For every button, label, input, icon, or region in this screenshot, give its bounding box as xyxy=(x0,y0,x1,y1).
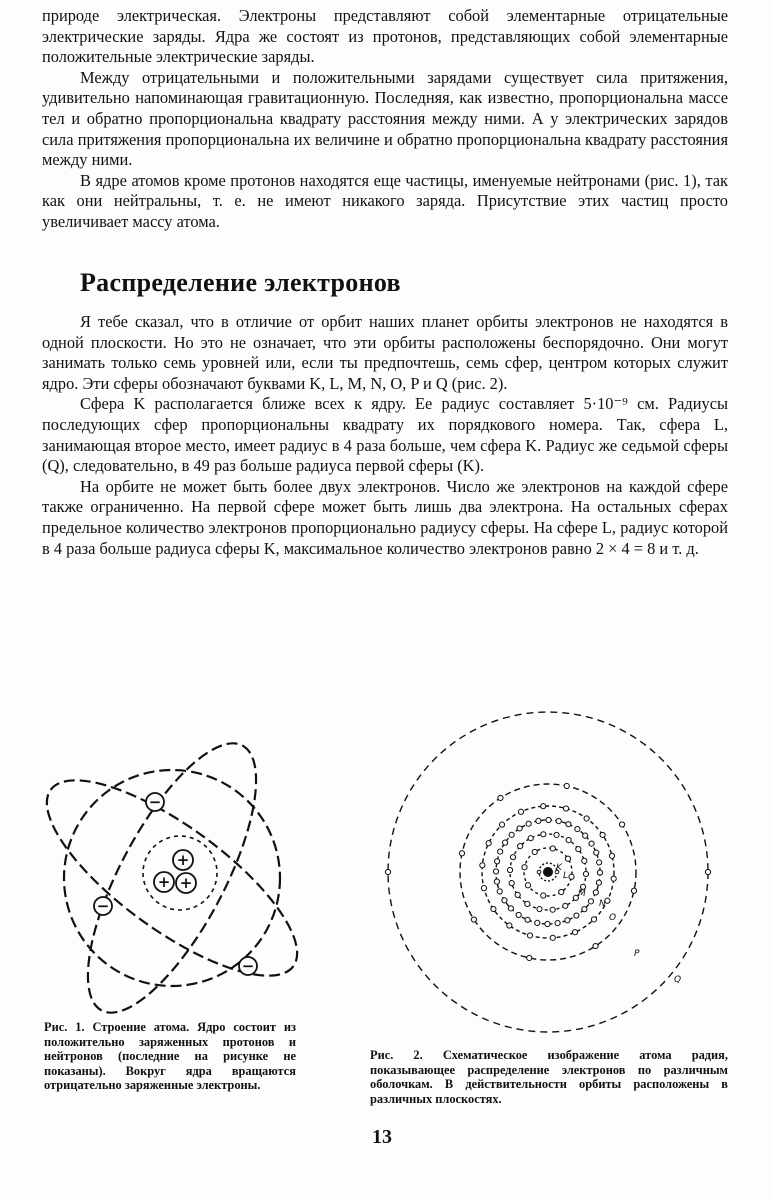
electron-dot xyxy=(486,841,491,846)
section-text xyxy=(42,312,728,559)
electron-dot xyxy=(582,858,587,863)
electron-dot xyxy=(537,870,541,874)
electron-dot xyxy=(498,849,503,854)
electron-dot xyxy=(536,818,541,823)
electron-dot xyxy=(518,844,523,849)
electron-dot xyxy=(528,836,533,841)
electron-dot xyxy=(527,955,532,960)
svg-text:+: + xyxy=(176,851,190,869)
electron-dot xyxy=(525,883,530,888)
electron-dot xyxy=(545,921,550,926)
electron-dot xyxy=(569,874,574,879)
electron-dot xyxy=(516,912,521,917)
electron-dot xyxy=(527,933,532,938)
electron-dot xyxy=(609,853,614,858)
paragraph: Я тебе сказал, что в отличие от орбит наших планет орбиты электронов не находятся в одной плоскости. Но это не означает, что эти орбиты расположены беспорядочно. Они могут занимать только семь уровней или, если ты предпочтешь, семь сфер, центром которых служит ядро. Эти сферы обозначают буквами K, L, M, N, O, P и Q (рис. 2). xyxy=(42,312,728,393)
proton xyxy=(173,850,193,870)
figure2-caption: Рис. 2. Схематическое изображение атома радия, показывающее распределение электронов по различным оболочкам. В действительности орбиты расположены в различных плоскостях. xyxy=(370,1048,728,1106)
electron-dot xyxy=(537,906,542,911)
electron-dot xyxy=(508,906,513,911)
electron-dot xyxy=(541,804,546,809)
electron-dot xyxy=(515,892,520,897)
shell-label: N xyxy=(599,899,606,909)
electron-dot xyxy=(584,816,589,821)
electron-dot xyxy=(589,841,594,846)
shell-label: P xyxy=(634,949,640,959)
electron-dot xyxy=(566,838,571,843)
electron-dot xyxy=(518,809,523,814)
electron-dot xyxy=(594,850,599,855)
electron-dot xyxy=(494,879,499,884)
svg-text:−: − xyxy=(241,957,255,975)
electron-dot xyxy=(546,817,551,822)
electron-dot xyxy=(574,913,579,918)
electron-dot xyxy=(535,920,540,925)
electron xyxy=(146,793,164,811)
electron-dot xyxy=(481,886,486,891)
electron-dot xyxy=(517,826,522,831)
electron-dot xyxy=(497,889,502,894)
electron-dot xyxy=(563,806,568,811)
paragraph: На орбите не может быть более двух электронов. Число же электронов на каждой сфере также ограниченно. На первой сфере может быть лишь два электрона. На остальных сферах предельное количество электронов пропорционально радиусу сферы. На сфере L, радиус которой в 4 раза больше радиуса сферы K, максимальное количество электронов равно 2 × 4 = 8 и т. д. xyxy=(42,476,728,558)
electron-dot xyxy=(499,822,504,827)
electron-dot xyxy=(550,846,555,851)
page-number: 13 xyxy=(372,1126,392,1148)
svg-text:−: − xyxy=(96,897,110,915)
electron-dot xyxy=(550,907,555,912)
shell-label: M xyxy=(578,889,586,899)
electron-dot xyxy=(631,888,636,893)
nucleus xyxy=(543,867,553,877)
electron-dot xyxy=(600,832,605,837)
electron-dot xyxy=(541,832,546,837)
proton xyxy=(176,873,196,893)
electron-dot xyxy=(510,855,515,860)
electron-dot xyxy=(593,890,598,895)
electron-dot xyxy=(459,851,464,856)
electron-dot xyxy=(588,899,593,904)
svg-text:−: − xyxy=(148,793,162,811)
electron-dot xyxy=(555,921,560,926)
electron-dot xyxy=(597,870,602,875)
electron-dot xyxy=(576,846,581,851)
electron-dot xyxy=(572,930,577,935)
electron-dot xyxy=(526,821,531,826)
shell-label: K xyxy=(556,863,562,873)
electron-dot xyxy=(565,856,570,861)
electron-dot xyxy=(541,893,546,898)
proton xyxy=(154,872,174,892)
electron-dot xyxy=(583,833,588,838)
nucleus-boundary xyxy=(143,836,217,910)
electron-dot xyxy=(563,903,568,908)
electron-dot xyxy=(564,783,569,788)
figure1-caption: Рис. 1. Строение атома. Ядро состоит из положительно заряженных протонов и нейтронов (последние на рисунке не показаны). Вокруг ядра вращаются отрицательно заряженные электроны. xyxy=(44,1020,296,1093)
electron-dot xyxy=(502,898,507,903)
electron-dot xyxy=(507,923,512,928)
electron-dot xyxy=(502,840,507,845)
electron-dot xyxy=(619,822,624,827)
electron-dot xyxy=(509,881,514,886)
section-heading: Распределение электронов xyxy=(80,268,401,297)
paragraph: Между отрицательными и положительными зарядами существует сила притяжения, удивительно напоминающая гравитационную. Последняя, как известно, пропорциональна массе тел и обратно пропорциональна квадрату расстояния между ними. А у электрических зарядов сила притяжения пропорциональна их величине и обратно пропорциональна квадрату расстояния между ними. xyxy=(42,67,728,170)
electron-dot xyxy=(525,901,530,906)
electron-dot xyxy=(532,849,537,854)
electron-dot xyxy=(611,876,616,881)
electron-dot xyxy=(507,867,512,872)
electron-dot xyxy=(522,865,527,870)
svg-text:+: + xyxy=(179,874,193,892)
electron-dot xyxy=(705,869,710,874)
electron-dot xyxy=(596,880,601,885)
paragraph: В ядре атомов кроме протонов находятся еще частицы, именуемые нейтронами (рис. 1), так как они нейтральны, т. е. не имеют никакого заряда. Присутствие этих частиц просто увеличивает массу атома. xyxy=(42,170,728,231)
electron-shells-figure xyxy=(380,702,720,1042)
electron-dot xyxy=(565,918,570,923)
shell-label: O xyxy=(609,913,617,923)
electron-dot xyxy=(498,795,503,800)
shell-label: L xyxy=(563,871,569,881)
electron-dot xyxy=(495,859,500,864)
electron-dot xyxy=(556,819,561,824)
paragraph: Сфера K располагается ближе всех к ядру. Ее радиус составляет 5·10⁻⁹ см. Радиусы последующих сфер пропорциональны квадрату их порядкового номера. Так, сфера L, занимающая второе место, имеет радиус в 4 раза больше, чем сфера K. Радиус же седьмой сферы (Q), следовательно, в 49 раз больше радиуса первой сферы (K). xyxy=(42,394,728,476)
electron-dot xyxy=(566,822,571,827)
electron-dot xyxy=(509,832,514,837)
electron-dot xyxy=(554,832,559,837)
electron-dot xyxy=(491,906,496,911)
electron-dot xyxy=(593,943,598,948)
electron-dot xyxy=(385,869,390,874)
orbit-ellipse xyxy=(40,748,310,1008)
electron-dot xyxy=(597,860,602,865)
electron-dot xyxy=(582,907,587,912)
electron xyxy=(94,897,112,915)
intro-text xyxy=(42,6,728,233)
electron-dot xyxy=(575,826,580,831)
electron-dot xyxy=(471,917,476,922)
electron-dot xyxy=(583,871,588,876)
electron-dot xyxy=(591,917,596,922)
electron-dot xyxy=(559,889,564,894)
electron-dot xyxy=(480,863,485,868)
paragraph: природе электрическая. Электроны представляют собой элементарные отрицательные электрические заряды. Ядра же состоят из протонов, представляющих собой элементарные положительные электрические заряды. xyxy=(42,6,728,67)
electron-dot xyxy=(493,869,498,874)
electron-dot xyxy=(550,935,555,940)
shell-label: Q xyxy=(674,975,682,985)
electron-dot xyxy=(525,917,530,922)
svg-text:+: + xyxy=(157,873,171,891)
electron xyxy=(239,957,257,975)
atom-structure-figure xyxy=(40,740,310,1020)
